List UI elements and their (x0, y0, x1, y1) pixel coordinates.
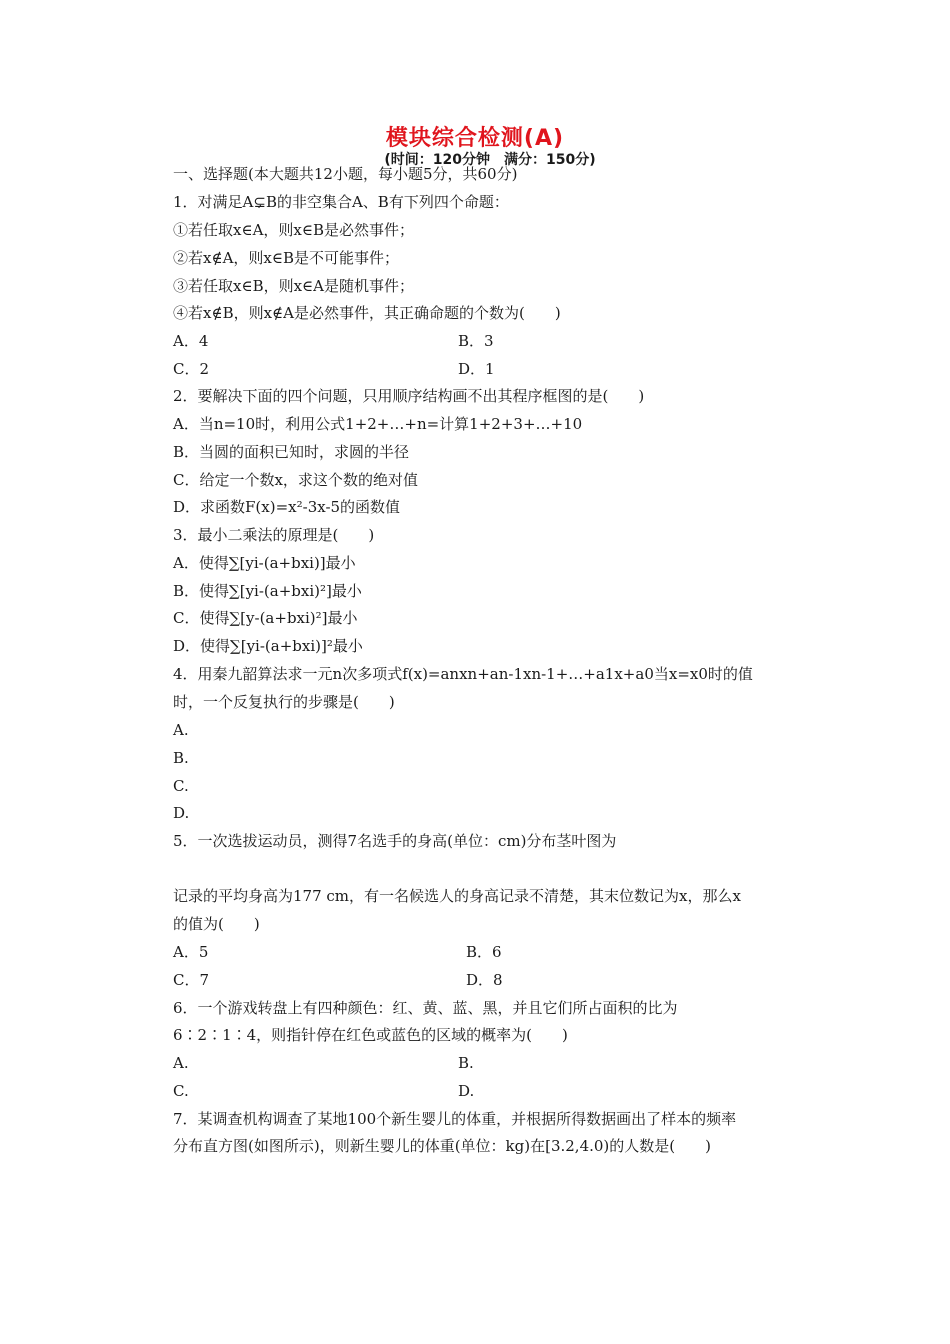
page-title: 模块综合检测(A) (385, 126, 565, 151)
q5-option-d: D．8 (466, 971, 503, 989)
q2-option-d: D．求函数F(x)=x²-3x-5的函数值 (173, 498, 401, 516)
q2-option-c: C．给定一个数x，求这个数的绝对值 (173, 471, 418, 489)
q5-option-b: B．6 (466, 943, 502, 961)
q2-stem: 2．要解决下面的四个问题，只用顺序结构画不出其程序框图的是( ) (173, 387, 645, 405)
q1-statement-3: ③若任取x∈B，则x∈A是随机事件； (173, 277, 414, 295)
q3-option-d: D．使得∑[yi-(a+bxi)]²最小 (173, 637, 363, 655)
q6-option-d: D. (458, 1082, 475, 1100)
section-heading: 一、选择题(本大题共12小题，每小题5分，共60分) (173, 165, 518, 183)
q6-stem-line-2: 6∶2∶1∶4，则指针停在红色或蓝色的区域的概率为( ) (173, 1026, 568, 1044)
q3-option-a: A．使得∑[yi-(a+bxi)]最小 (173, 554, 356, 572)
q7-stem-line-2: 分布直方图(如图所示)，则新生婴儿的体重(单位：kg)在[3.2,4.0)的人数是( ) (173, 1137, 711, 1155)
q1-stem: 1．对满足A⊊B的非空集合A、B有下列四个命题： (173, 193, 509, 211)
q6-option-a: A. (173, 1054, 189, 1072)
q6-option-c: C. (173, 1082, 189, 1100)
q1-option-c: C．2 (173, 360, 210, 378)
q3-option-c: C．使得∑[y-(a+bxi)²]最小 (173, 609, 358, 627)
q1-statement-1: ①若任取x∈A，则x∈B是必然事件； (173, 221, 414, 239)
q1-statement-4: ④若x∉B，则x∉A是必然事件，其正确命题的个数为( ) (173, 304, 561, 322)
q3-option-b: B．使得∑[yi-(a+bxi)²]最小 (173, 582, 362, 600)
q2-option-b: B．当圆的面积已知时，求圆的半径 (173, 443, 410, 461)
exam-info: (时间：120分钟 满分：150分) (384, 152, 596, 168)
q4-option-b: B. (173, 749, 189, 767)
q3-stem: 3．最小二乘法的原理是( ) (173, 526, 375, 544)
q1-option-b: B．3 (458, 332, 494, 350)
q1-statement-2: ②若x∉A，则x∈B是不可能事件； (173, 249, 399, 267)
q1-option-a: A．4 (173, 332, 209, 350)
q4-option-d: D. (173, 804, 190, 822)
q5-continuation-2: 的值为( ) (173, 915, 260, 933)
q4-option-c: C. (173, 777, 189, 795)
q5-continuation-1: 记录的平均身高为177 cm，有一名候选人的身高记录不清楚，其末位数记为x，那么x (173, 887, 741, 905)
q5-option-a: A．5 (173, 943, 209, 961)
q4-option-a: A. (173, 721, 189, 739)
q6-option-b: B. (458, 1054, 474, 1072)
q2-option-a: A．当n=10时，利用公式1+2+…+n=计算1+2+3+…+10 (173, 415, 583, 433)
q5-stem: 5．一次选拔运动员，测得7名选手的身高(单位：cm)分布茎叶图为 (173, 832, 617, 850)
q4-stem-line-2: 时，一个反复执行的步骤是( ) (173, 693, 395, 711)
q4-stem-line-1: 4．用秦九韶算法求一元n次多项式f(x)=anxn+an-1xn-1+…+a1x+a0当x=x0时的值 (173, 665, 753, 683)
q6-stem-line-1: 6．一个游戏转盘上有四种颜色：红、黄、蓝、黑，并且它们所占面积的比为 (173, 999, 678, 1017)
q1-option-d: D．1 (458, 360, 495, 378)
q7-stem-line-1: 7．某调查机构调查了某地100个新生婴儿的体重，并根据所得数据画出了样本的频率 (173, 1110, 737, 1128)
q5-option-c: C．7 (173, 971, 210, 989)
